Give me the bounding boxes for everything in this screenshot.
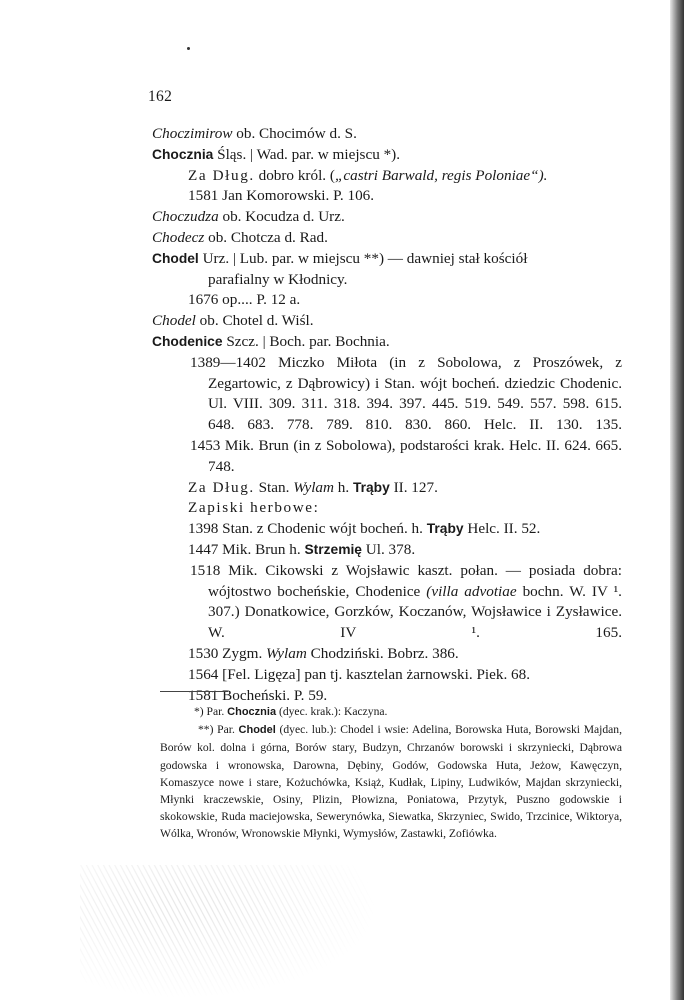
chodel-1676: 1676 op.... P. 12 a. [188, 291, 301, 309]
page-edge-shadow [670, 0, 684, 1000]
chodel-continued: parafialny w Kłodnicy. [208, 270, 348, 288]
entry-head: Chodel [152, 250, 199, 266]
entry-head: Choczimirow [152, 125, 233, 142]
chodenice-1564: 1564 [Fel. Ligęza] pan tj. kasztelan żarnowski. Piek. 68. [188, 665, 531, 683]
entry-chodel-wisl: Chodel ob. Chotel d. Wiśl. [152, 312, 314, 330]
chodenice-1389: 1389—1402 Miczko Miłota (in z Sobolowa, z Proszówek, z Zegartowic, z Dąbrowicy) i Stan. wójt bocheń. dziedzic Chodenic. Ul. VIII. 309. 311. 318. 394. 397. 445. 519. 549. 557. 598. 615. 648. 683. 778. 789. 810. 830. 860. Helc. II. 130. 135. [190, 353, 622, 434]
chodenice-1398: 1398 Stan. z Chodenic wójt bocheń. h. Trąby Helc. II. 52. [188, 520, 541, 538]
footnotes [160, 703, 622, 843]
entry-choczudza: Choczudza ob. Kocudza d. Urz. [152, 208, 345, 226]
chodenice-za-dlug: Za Dług. Stan. Wylam h. Trąby II. 127. [188, 478, 438, 496]
chodenice-1518: 1518 Mik. Cikowski z Wojsławic kaszt. połan. — posiada dobra: wójtostwo bocheńskie, Chodenice (villa advotiae bochn. W. IV ¹. 307.) Donatkowice, Gorzków, Koczanów, Wojsławice i Zysławice. W. IV ¹. 165. [190, 561, 622, 642]
footnote-2: **) Par. Chodel (dyec. lub.): Chodel i wsie: Adelina, Borowska Huta, Borowski Majdan, Borów kol. dolna i górna, Borów stary, Budzyn, Chrzanów borowski i skrzyniecki, Dąbrowa godowska i wronowska, Darowna, Dębiny, Godów, Godowska Huta, Jeżow, Kawęczyn, Komaszyce nowe i stare, Kożuchówka, Książ, Kudłak, Lipiny, Ludwików, Majdan skrzyniecki, Młynki kraczewskie, Osiny, Plizin, Płowizna, Poniatowa, Przytyk, Puszno godowskie i skokowskie, Ruda maciejowska, Sewerynówka, Siewatka, Skrzyniec, Swido, Trzcinice, Wiktorya, Wólka, Wronów, Wronowskie Młynki, Wymysłów, Zastawki, Zofiówka. [160, 723, 623, 841]
entry-head: Chodecz [152, 228, 205, 246]
entry-head: Chodel [152, 312, 196, 330]
chodenice-1530: 1530 Zygm. Wylam Chodziński. Bobrz. 386. [188, 644, 459, 662]
zapiski-herbowe-heading: Zapiski herbowe: [188, 499, 320, 517]
chodenice-1453: 1453 Mik. Brun (in z Sobolowa), podstarości krak. Helc. II. 624. 665. 748. [190, 436, 622, 475]
chodenice-1447: 1447 Mik. Brun h. Strzemię Ul. 378. [188, 540, 416, 558]
entry-chodel-urz: Chodel Urz. | Lub. par. w miejscu **) — dawniej stał kościół [152, 249, 528, 267]
chodenice-1581: 1581 Bocheński. P. 59. [188, 686, 328, 704]
chocznia-za-dlug: Za Dług. dobro król. („castri Barwald, regis Poloniae“). [188, 166, 548, 184]
entry-head: Chocznia [152, 146, 214, 162]
entry-head: Choczudza [152, 208, 219, 226]
entry-chocznia: Chocznia Śląs. | Wad. par. w miejscu *). [152, 145, 401, 163]
entry-head: Chodenice [152, 333, 223, 349]
chocznia-1581: 1581 Jan Komorowski. P. 106. [188, 187, 375, 205]
entry-choczimirow: Choczimirow ob. Chocimów d. S. [152, 125, 357, 142]
entry-chodenice: Chodenice Szcz. | Boch. par. Bochnia. [152, 332, 390, 350]
entry-chodecz: Chodecz ob. Chotcza d. Rad. [152, 228, 328, 246]
footnote-1: *) Par. Chocznia (dyec. krak.): Kaczyna. [194, 705, 388, 718]
ink-speck [187, 47, 190, 50]
scan-smudge [80, 865, 380, 1000]
main-text [152, 124, 622, 706]
footnote-divider [160, 691, 228, 692]
page-number: 162 [148, 88, 173, 105]
